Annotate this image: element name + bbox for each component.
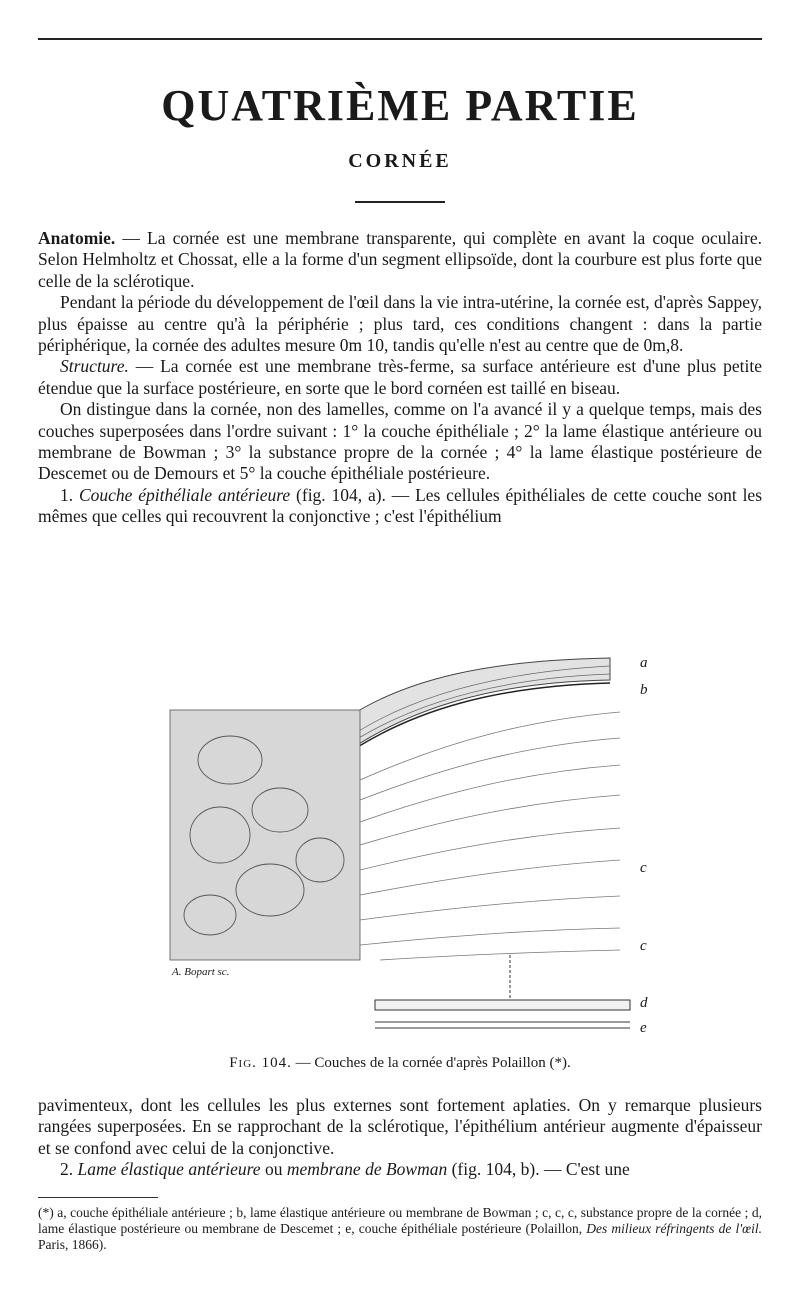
paragraph-continued bbox=[38, 1095, 762, 1159]
paragraph-text: — La cornée est une membrane transparente, qui complète en avant la coque oculaire. Selon Helmholtz et Chossat, elle a la forme d'un segment ellipsoïde, dont la courbure est plus forte que celle de la sclérotique. bbox=[38, 228, 762, 291]
paragraph-text: Pendant la période du développement de l'œil dans la vie intra-utérine, la cornée est, d'après Sappey, plus épaisse au centre qu'à la périphérie ; plus tard, ces conditions changent : dans la partie périphérique, la cornée des adultes mesure 0m 10, tandis qu'elle n'est au centre que de 0m,8. bbox=[38, 292, 763, 356]
cornea-illustration bbox=[160, 650, 720, 1045]
figure-label-d: d bbox=[640, 995, 648, 1011]
figure-label-c2: c bbox=[640, 938, 647, 954]
figure-label-a: a bbox=[640, 655, 648, 671]
footnote bbox=[38, 1205, 762, 1253]
paragraph-bowman bbox=[38, 1159, 762, 1180]
paragraph-text: pavimenteux, dont les cellules les plus externes sont fortement aplaties. On y remarque plusieurs rangées superposées. En se rapprochant de la sclérotique, l'épithélium antérieur augmente d'épaisseur et se confond avec celui de la conjonctive. bbox=[38, 1095, 762, 1158]
lead-anatomie: Anatomie. bbox=[38, 228, 116, 248]
lead-structure: Structure. bbox=[60, 356, 129, 377]
part-title: QUATRIÈME PARTIE bbox=[161, 81, 639, 130]
item-title: Lame élastique antérieure bbox=[77, 1159, 261, 1180]
figure-caption bbox=[0, 1055, 800, 1072]
paragraph-structure bbox=[38, 356, 762, 399]
item-number: 2. bbox=[60, 1159, 74, 1180]
paragraph-epithelial bbox=[38, 485, 762, 528]
paragraph-layers bbox=[38, 399, 762, 485]
figure-104 bbox=[160, 650, 720, 1045]
item-title: Couche épithéliale antérieure bbox=[78, 484, 291, 505]
caption-prefix: Fig. 104. bbox=[229, 1055, 292, 1071]
figure-label-c: c bbox=[640, 860, 647, 876]
item-title-alt: membrane de Bowman bbox=[286, 1159, 448, 1180]
footnote-title: Des milieux réfringents de l'œil. bbox=[586, 1221, 762, 1236]
engraver-signature: A. Bopart sc. bbox=[172, 966, 230, 978]
paragraph-text: ou bbox=[260, 1159, 287, 1180]
figure-label-e: e bbox=[640, 1020, 647, 1036]
body-text-2 bbox=[38, 1095, 762, 1181]
item-number: 1. bbox=[60, 484, 74, 505]
paragraph-text: (fig. 104, b). — C'est une bbox=[447, 1159, 630, 1180]
paragraph-text: — La cornée est une membrane très-ferme, sa surface antérieure est d'une plus petite étendue que la surface postérieure, en sorte que le bord cornéen est taillé en biseau. bbox=[38, 356, 762, 398]
paragraph-development bbox=[38, 292, 762, 356]
figure-label-b: b bbox=[640, 682, 648, 698]
body-text-1 bbox=[38, 228, 762, 528]
caption-text: — Couches de la cornée d'après Polaillon (*). bbox=[291, 1055, 571, 1071]
footnote-rule bbox=[38, 1197, 158, 1198]
paragraph-anatomie bbox=[38, 228, 762, 292]
footnote-tail: Paris, 1866). bbox=[38, 1237, 107, 1252]
footnote-text: (*) a, couche épithéliale antérieure ; b, lame élastique antérieure ou membrane de Bowman ; c, c, c, substance propre de la cornée ; d, lame élastique postérieure ou membrane de Descemet ; e, couche épithéliale postérieure (Polaillon, bbox=[38, 1205, 762, 1236]
section-title: CORNÉE bbox=[348, 150, 452, 172]
paragraph-text: (fig. 104, a). — Les cellules épithéliales de cette couche sont les mêmes que celles qui recouvrent la conjonctive ; c'est l'épithélium bbox=[38, 484, 763, 527]
paragraph-text: On distingue dans la cornée, non des lamelles, comme on l'a avancé il y a quelque temps, mais des couches superposées dans l'ordre suivant : 1° la couche épithéliale ; 2° la lame élastique antérieure ou membrane de Bowman ; 3° la substance propre de la cornée ; 4° la lame élastique postérieure de Descemet ou de Demours et 5° la couche épithéliale postérieure. bbox=[38, 399, 762, 484]
top-rule bbox=[38, 38, 762, 40]
title-rule bbox=[355, 201, 445, 203]
